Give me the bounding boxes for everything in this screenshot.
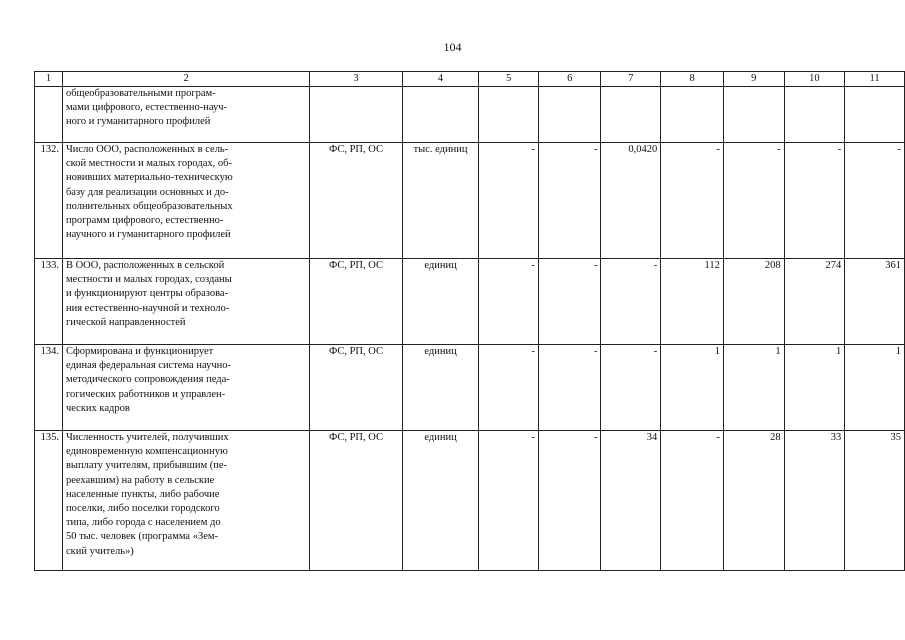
value-cell-col-8: - [661,431,724,571]
column-header-5: 5 [479,72,539,87]
description-line: ния естественно-научной и техноло- [65,302,230,314]
source-cell: ФС, РП, ОС [310,143,402,259]
row-number: 135. [35,431,63,571]
description-line: методического сопровождения педа- [65,374,230,386]
unit-cell: тыс. единиц [402,143,479,259]
description-line: поселки, либо поселки городского [65,503,220,515]
value-cell-col-9: 1 [723,345,784,431]
column-header-7: 7 [601,72,661,87]
description-line: общеобразовательными програм- [65,88,216,99]
source-cell [310,87,402,143]
value-cell-col-11 [845,87,905,143]
value-cell-col-5: - [479,143,539,259]
value-cell-col-11: - [845,143,905,259]
value-cell-col-5 [479,87,539,143]
description-line: единая федеральная система научно- [65,360,231,372]
value-cell-col-11: 361 [845,259,905,345]
description-line: научного и гуманитарного профилей [65,229,231,241]
description-line: новивших материально-техническую [65,172,233,184]
value-cell-col-10: 274 [784,259,845,345]
value-cell-col-8: 112 [661,259,724,345]
indicator-description [62,143,309,259]
value-cell-col-6 [538,87,601,143]
description-line: выплату учителям, прибывшим (пе- [65,460,228,472]
table-row [35,259,905,345]
description-line: ской местности и малых городах, об- [65,158,232,170]
value-cell-col-8 [661,87,724,143]
source-cell: ФС, РП, ОС [310,345,402,431]
unit-cell: единиц [402,259,479,345]
value-cell-col-6: - [538,143,601,259]
column-header-8: 8 [661,72,724,87]
indicator-description [62,259,309,345]
value-cell-col-5: - [479,259,539,345]
value-cell-col-10: 1 [784,345,845,431]
value-cell-col-7 [601,87,661,143]
description-line: полнительных общеобразовательных [65,200,233,212]
value-cell-col-11: 1 [845,345,905,431]
column-header-4: 4 [402,72,479,87]
description-line: Сформирована и функционирует [65,346,214,357]
value-cell-col-8: - [661,143,724,259]
value-cell-col-9 [723,87,784,143]
description-line: местности и малых городах, созданы [65,274,232,286]
value-cell-col-8: 1 [661,345,724,431]
column-header-2: 2 [62,72,309,87]
column-header-10: 10 [784,72,845,87]
value-cell-col-10: - [784,143,845,259]
value-cell-col-5: - [479,345,539,431]
description-line: населенные пункты, либо рабочие [65,488,220,500]
value-cell-col-9: 28 [723,431,784,571]
value-cell-col-10 [784,87,845,143]
indicator-description [62,345,309,431]
value-cell-col-7: 0,0420 [601,143,661,259]
description-line: реехавшим) на работу в сельские [65,474,215,486]
description-line: единовременную компенсационную [65,446,228,458]
description-line: мами цифрового, естественно-науч- [65,102,227,114]
source-cell: ФС, РП, ОС [310,431,402,571]
description-line: базу для реализации основных и до- [65,186,229,198]
table-body [35,87,905,571]
table-row [35,87,905,143]
description-line: ский учитель») [65,545,134,557]
table-row [35,431,905,571]
value-cell-col-5: - [479,431,539,571]
indicator-description [62,87,309,143]
description-line: гогических работников и управлен- [65,388,226,400]
description-line: типа, либо города с населением до [65,517,221,529]
column-header-9: 9 [723,72,784,87]
description-line: 50 тыс. человек (программа «Зем- [65,531,219,543]
row-number: 133. [35,259,63,345]
row-number [35,87,63,143]
column-header-11: 11 [845,72,905,87]
unit-cell: единиц [402,345,479,431]
value-cell-col-6: - [538,345,601,431]
description-line: программ цифрового, естественно- [65,215,224,227]
value-cell-col-6: - [538,431,601,571]
value-cell-col-9: - [723,143,784,259]
value-cell-col-11: 35 [845,431,905,571]
column-header-1: 1 [35,72,63,87]
value-cell-col-7: 34 [601,431,661,571]
indicator-description [62,431,309,571]
source-cell: ФС, РП, ОС [310,259,402,345]
column-header-row [35,72,905,87]
column-header-3: 3 [310,72,402,87]
page-number: 104 [443,40,462,54]
column-header-6: 6 [538,72,601,87]
unit-cell: единиц [402,431,479,571]
indicator-table [34,71,905,571]
description-line: ного и гуманитарного профилей [65,116,211,128]
value-cell-col-9: 208 [723,259,784,345]
description-line: и функционируют центры образова- [65,288,229,300]
row-number: 134. [35,345,63,431]
description-line: ческих кадров [65,402,130,414]
description-line: Численность учителей, получивших [65,432,229,443]
table-row [35,143,905,259]
table-row [35,345,905,431]
value-cell-col-7: - [601,259,661,345]
row-number: 132. [35,143,63,259]
description-line: В ООО, расположенных в сельской [65,260,225,271]
description-line: гической направленностей [65,316,186,328]
value-cell-col-7: - [601,345,661,431]
value-cell-col-10: 33 [784,431,845,571]
description-line: Число ООО, расположенных в сель- [65,144,229,155]
unit-cell [402,87,479,143]
value-cell-col-6: - [538,259,601,345]
